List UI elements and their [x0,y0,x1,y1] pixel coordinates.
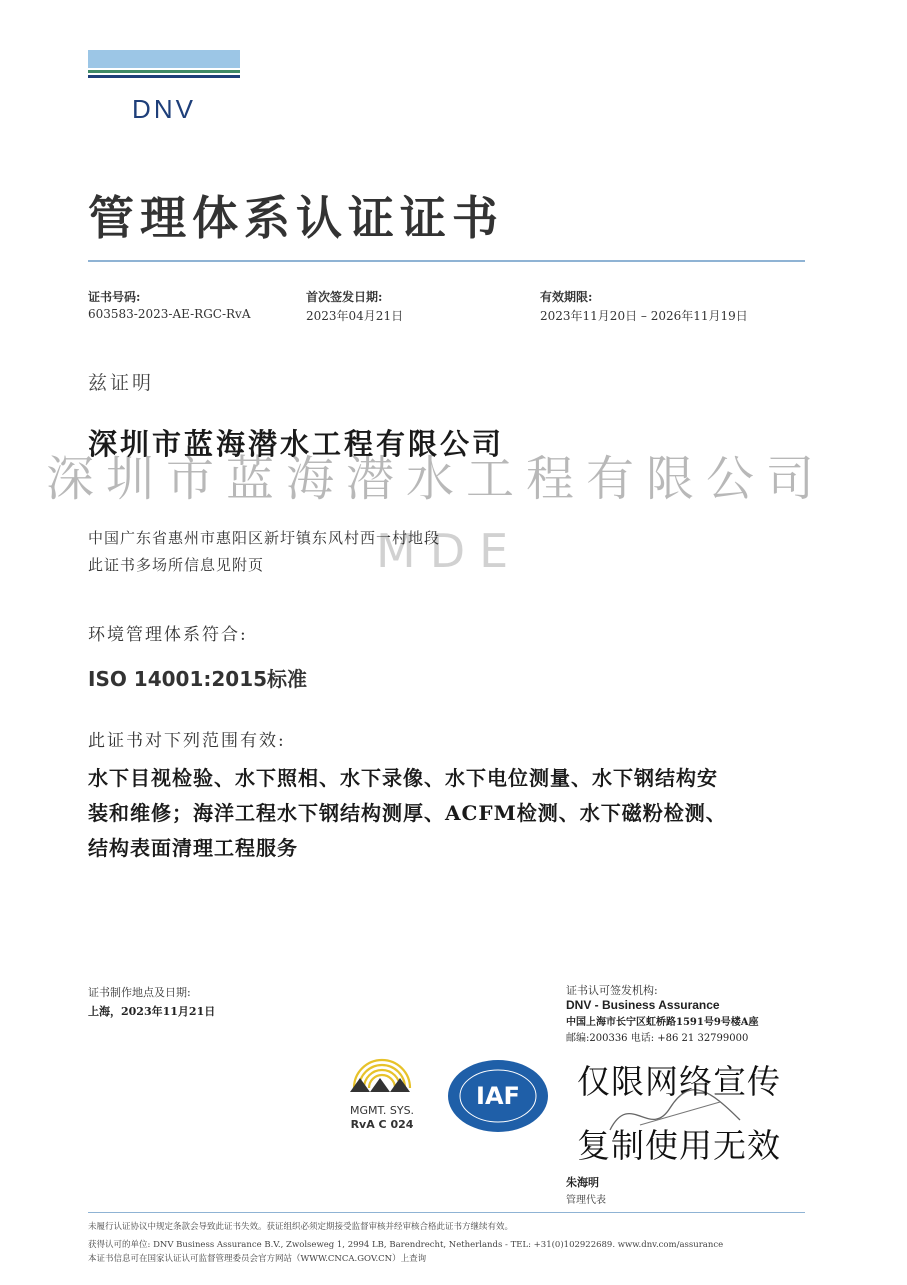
cert-number-value: 603583-2023-AE-RGC-RvA [88,307,251,321]
address-line: 中国广东省惠州市惠阳区新圩镇东风村西一村地段 [88,529,441,547]
issuer-address: 中国上海市长宁区虹桥路1591号9号楼A座 [566,1017,759,1028]
logo-band-light [88,50,240,68]
hereby-text: 兹证明 [88,372,155,394]
rva-accreditation-seal [346,1048,442,1132]
issuer-label: 证书认可签发机构: [566,984,658,997]
issue-place-label: 证书制作地点及日期: [88,986,191,999]
signer-name: 朱海明 [566,1176,599,1189]
first-issue-value: 2023年04月21日 [306,309,404,323]
rva-seal-line1: MGMT. SYS. [349,1104,415,1117]
footer-divider [88,1212,805,1213]
conform-label: 环境管理体系符合: [88,625,248,645]
first-issue-label: 首次签发日期: [306,290,383,304]
scope-label: 此证书对下列范围有效: [88,731,286,751]
validity-value: 2023年11月20日 – 2026年11月19日 [540,309,748,323]
dnv-logo [88,50,240,124]
logo-band-dark [88,75,240,78]
scope-line: 结构表面清理工程服务 [88,836,298,860]
logo-band-green [88,70,240,73]
iaf-seal-text: IAF [476,1082,520,1110]
issuer-name: DNV - Business Assurance [566,998,720,1012]
issuer-contact: 邮编:200336 电话: +86 21 32799000 [566,1033,749,1044]
online-notice-line1: 仅限网络宣传 [577,1062,781,1101]
title-divider [88,260,805,262]
issue-place-value: 上海，2023年11月21日 [88,1005,216,1018]
footer-verification: 本证书信息可在国家认证认可监督管理委员会官方网站（WWW.CNCA.GOV.CN）上查询 [88,1254,427,1264]
signer-title: 管理代表 [566,1195,606,1206]
rva-seal-line2: RvA C 024 [350,1118,414,1131]
cert-number-label: 证书号码: [88,290,141,304]
validity-label: 有效期限: [540,290,593,304]
watermark-company: 深圳市蓝海潜水工程有限公司 [46,451,827,507]
scope-line: 装和维修；海洋工程水下钢结构测厚、ACFM检测、水下磁粉检测、 [88,801,727,825]
multisite-note: 此证书多场所信息见附页 [88,556,265,574]
footer-accreditation: 获得认可的单位: DNV Business Assurance B.V., Zwolseweg 1, 2994 LB, Barendrecht, Netherlands - TEL: +31(0)102922689. www.dnv.com/assurance [88,1240,724,1250]
certificate-title: 管理体系认证证书 [88,191,504,245]
company-name: 深圳市蓝海潜水工程有限公司 [88,427,505,461]
scope-line: 水下目视检验、水下照相、水下录像、水下电位测量、水下钢结构安 [88,766,718,790]
watermark-mde: MDE [376,524,523,578]
online-notice-line2: 复制使用无效 [577,1126,781,1165]
logo-text: DNV [132,94,196,124]
standard-text: ISO 14001:2015标准 [88,667,308,691]
iaf-seal [446,1058,550,1134]
footer-note: 未履行认证协议中规定条款会导致此证书失效。获证组织必须定期接受监督审核并经审核合格此证书方继续有效。 [88,1222,514,1232]
